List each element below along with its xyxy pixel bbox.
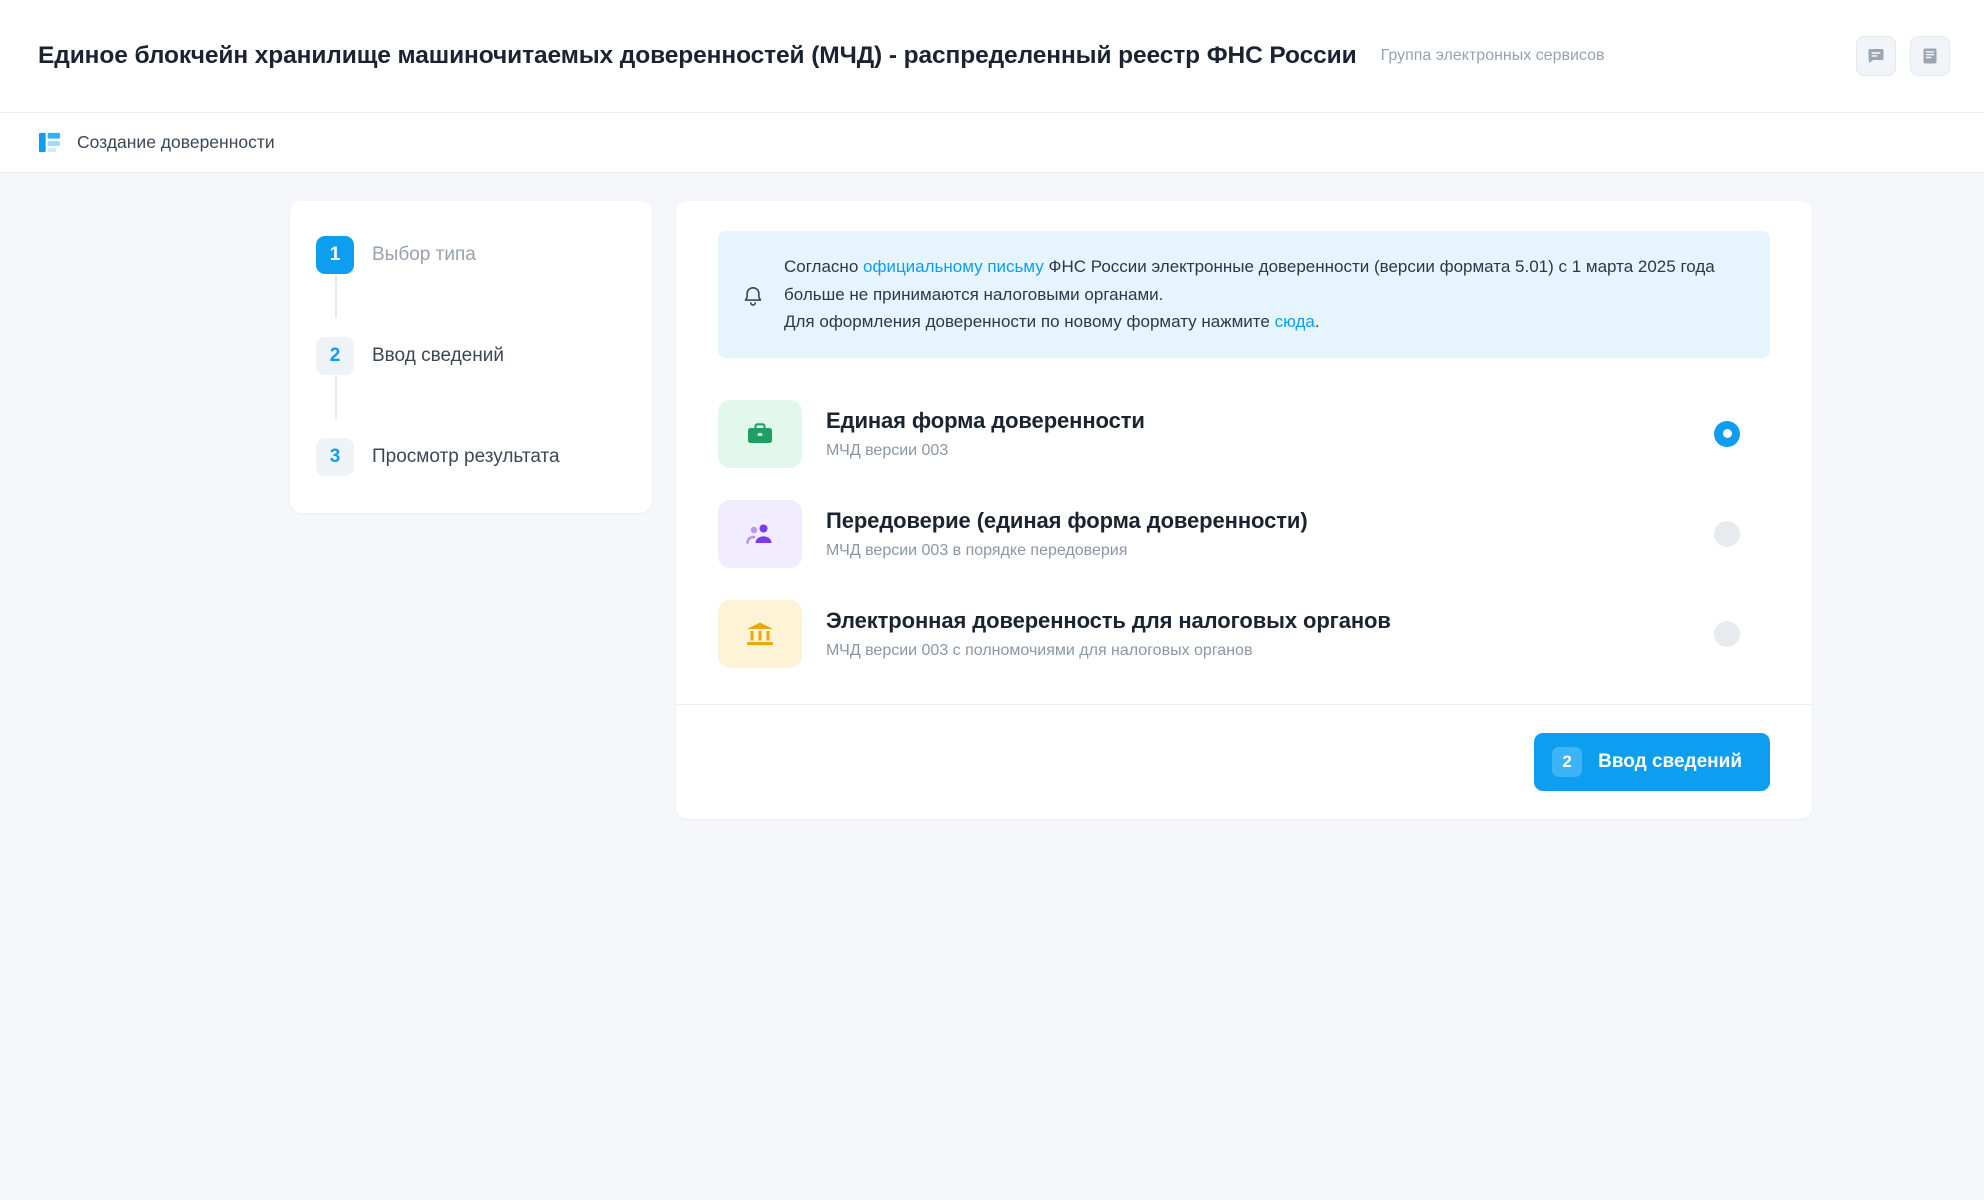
option-row-unified-form[interactable] [718, 384, 1770, 484]
page-title: Создание доверенности [77, 132, 275, 152]
documents-icon[interactable] [1910, 36, 1950, 76]
step-number-2: 2 [316, 337, 354, 375]
step-item-1[interactable] [290, 229, 652, 281]
next-step-button[interactable] [1534, 733, 1770, 791]
option-texts [826, 508, 1690, 560]
notice-line1-prefix: Согласно [784, 257, 863, 276]
notice-line1-suffix: ФНС России электронные доверенности (версии формата 5.01) с 1 марта 2025 года больше не принимаются налоговыми органами. [784, 257, 1715, 304]
option-radio-tax-authorities[interactable] [1714, 621, 1740, 647]
option-title: Передоверие (единая форма доверенности) [826, 507, 1308, 533]
step-number-3: 3 [316, 438, 354, 476]
step-connector-2 [335, 376, 337, 419]
feedback-icon[interactable] [1856, 36, 1896, 76]
notice-line2-suffix: . [1314, 312, 1320, 332]
option-texts [826, 408, 1690, 460]
step-label-3: Просмотр результата [372, 446, 560, 467]
option-title: Единая форма доверенности [826, 407, 1145, 433]
app-logo-icon [38, 131, 61, 154]
app-subtitle: Группа электронных сервисов [1380, 47, 1605, 64]
main-card [676, 201, 1812, 819]
notice-text [784, 253, 1744, 336]
option-title: Электронная доверенность для налоговых органов [826, 607, 1391, 633]
option-texts [826, 608, 1690, 660]
app-title: Единое блокчейн хранилище машиночитаемых доверенностей (МЧД) - распределенный реестр ФНС России [38, 42, 1357, 69]
step-item-3[interactable] [290, 431, 652, 483]
workspace [0, 173, 1984, 819]
stepper [290, 201, 652, 513]
step-connector-1 [335, 275, 337, 318]
notice-banner [718, 231, 1770, 358]
option-row-tax-authorities[interactable] [718, 584, 1770, 684]
step-label-2: Ввод сведений [372, 345, 504, 366]
bank-icon [718, 600, 802, 668]
option-subtitle: МЧД версии 003 с полномочиями для налоговых органов [826, 641, 1253, 659]
option-row-sub-delegation[interactable] [718, 484, 1770, 584]
card-body [676, 201, 1812, 684]
official-letter-link[interactable]: официальному письму [863, 257, 1044, 276]
next-step-label: Ввод сведений [1598, 750, 1742, 772]
notice-line2-prefix: Для оформления доверенности по новому формату нажмите [784, 312, 1275, 332]
option-list [718, 358, 1770, 684]
step-label-1: Выбор типа [372, 244, 476, 265]
option-radio-unified-form[interactable] [1714, 421, 1740, 447]
step-number-1: 1 [316, 236, 354, 274]
option-subtitle: МЧД версии 003 [826, 441, 949, 459]
header-actions [1856, 36, 1950, 76]
breadcrumb [0, 113, 1984, 173]
next-step-number: 2 [1552, 747, 1582, 777]
briefcase-icon [718, 400, 802, 468]
here-link[interactable]: сюда [1274, 312, 1315, 332]
option-subtitle: МЧД версии 003 в порядке передоверия [826, 541, 1128, 559]
step-item-2[interactable] [290, 330, 652, 382]
card-footer [676, 704, 1812, 819]
users-icon [718, 500, 802, 568]
option-radio-sub-delegation[interactable] [1714, 521, 1740, 547]
app-header [0, 0, 1984, 113]
bell-icon [740, 259, 766, 336]
